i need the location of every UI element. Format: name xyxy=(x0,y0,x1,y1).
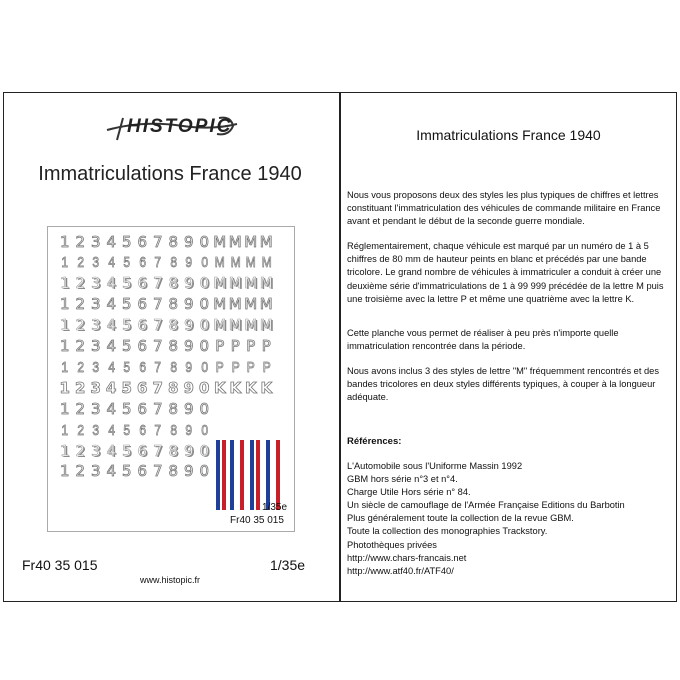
decal-glyph: M xyxy=(244,232,258,251)
decal-glyph: 3 xyxy=(90,462,101,481)
decal-glyph: 5 xyxy=(123,358,131,376)
decal-glyph: 0 xyxy=(199,316,210,335)
decal-glyph: 4 xyxy=(106,295,117,314)
decal-glyph: M xyxy=(261,254,272,272)
decal-glyph: 0 xyxy=(199,441,210,460)
sheet-scale: 1/35e xyxy=(262,502,288,513)
decal-glyph: K xyxy=(213,378,226,397)
sheet-reference: Fr40 35 015 xyxy=(230,515,284,526)
decal-glyph: 3 xyxy=(92,254,100,272)
reference-item: GBM hors série n°3 et n°4. xyxy=(347,474,458,485)
decal-glyph: 7 xyxy=(154,358,162,376)
reference-item: Charge Utile Hors série n° 84. xyxy=(347,487,471,498)
decal-glyph: 1 xyxy=(61,254,69,272)
decal-glyph: 9 xyxy=(183,274,194,293)
decal-glyph: 6 xyxy=(137,274,148,293)
decal-glyph: 6 xyxy=(137,441,148,460)
decal-glyph: M xyxy=(213,295,227,314)
decal-glyph: M xyxy=(230,254,241,272)
decal-glyph: 3 xyxy=(90,316,101,335)
decal-glyph: 0 xyxy=(199,274,210,293)
decal-glyph: 7 xyxy=(152,316,163,335)
decal-row xyxy=(57,380,274,396)
decal-glyph: 6 xyxy=(137,399,148,418)
decal-glyph: 9 xyxy=(183,378,194,397)
decal-glyph: 4 xyxy=(106,462,117,481)
decal-glyph: 1 xyxy=(59,295,70,314)
website-link[interactable]: www.histopic.fr xyxy=(139,575,201,585)
decal-glyph: 1 xyxy=(59,232,70,251)
decal-glyph: M xyxy=(228,274,242,293)
tricolor-strip-1 xyxy=(216,440,220,510)
decal-glyph: 2 xyxy=(75,232,86,251)
decal-glyph: K xyxy=(244,378,257,397)
decal-glyph: 8 xyxy=(169,254,177,272)
decal-glyph: 5 xyxy=(121,295,132,314)
decal-glyph: 3 xyxy=(90,378,101,397)
decal-glyph: 9 xyxy=(183,232,194,251)
decal-glyph: 2 xyxy=(75,295,86,314)
decal-glyph: 8 xyxy=(169,421,177,439)
decal-row xyxy=(57,276,274,292)
decal-glyph: 0 xyxy=(199,399,210,418)
paragraph-usage: Cette planche vous permet de réaliser à peu près n'importe quelle immatriculation rencontrée dans la période. xyxy=(347,328,619,352)
decal-glyph: 1 xyxy=(59,441,70,460)
decal-row xyxy=(57,443,212,459)
decal-glyph: 8 xyxy=(168,462,179,481)
decal-glyph: 1 xyxy=(61,358,69,376)
tricolor-strip-6 xyxy=(256,440,260,510)
reference-item: Toute la collection des monographies Trackstory. xyxy=(347,526,548,537)
decal-glyph: P xyxy=(246,337,256,355)
decal-glyph: 6 xyxy=(137,378,148,397)
decal-row xyxy=(57,255,274,271)
decal-glyph: M xyxy=(213,274,227,293)
decal-glyph: 4 xyxy=(106,378,117,397)
decal-row xyxy=(57,297,274,313)
decal-glyph: 3 xyxy=(90,274,101,293)
decal-glyph: 9 xyxy=(183,337,194,355)
decal-glyph: 7 xyxy=(152,399,163,418)
decal-row xyxy=(57,422,212,438)
decal-glyph: 7 xyxy=(152,274,163,293)
decal-glyph: 5 xyxy=(121,316,132,335)
decal-glyph: K xyxy=(229,378,242,397)
decal-glyph: 9 xyxy=(183,441,194,460)
decal-glyph: 6 xyxy=(138,358,146,376)
paragraph-regulation: Réglementairement, chaque véhicule est marqué par un numéro de 1 à 5 chiffres de 80 mm de hauteur peints en blanc et précédés par une bande tricolore. Le grand nombre de véhicules à immatriculer a conduit à créer une deuxième série d'immatriculations de 1 à 99 999 précédée de la lettre M puis une troisième avec la lettre P et même une quatrième avec la lettre K. xyxy=(347,241,664,304)
decal-glyph: M xyxy=(213,232,227,251)
decal-glyph: P xyxy=(246,358,255,376)
decal-glyph: 5 xyxy=(121,399,132,418)
decal-glyph: P xyxy=(230,337,240,355)
decal-glyph: 0 xyxy=(199,295,210,314)
decal-glyph: 3 xyxy=(90,337,101,355)
decal-row xyxy=(57,401,212,417)
decal-glyph: 7 xyxy=(152,462,163,481)
decal-glyph: 8 xyxy=(168,441,179,460)
decal-glyph: 1 xyxy=(59,316,70,335)
decal-glyph: M xyxy=(214,254,225,272)
decal-glyph: 0 xyxy=(199,232,210,251)
tricolor-strip-4 xyxy=(240,440,244,510)
decal-glyph: 7 xyxy=(154,254,162,272)
paragraph-intro: Nous vous proposons deux des styles les plus typiques de chiffres et lettres constituant l'immatriculation des véhicules de commande militaire en France avant et pendant le début de la seconde guerre mondiale. xyxy=(347,190,661,227)
decal-row xyxy=(57,318,274,334)
decal-glyph: P xyxy=(231,358,240,376)
reference-item: Plus généralement toute la collection de la revue GBM. xyxy=(347,513,574,524)
references-list xyxy=(347,460,667,578)
decal-glyph: 2 xyxy=(75,378,86,397)
decal-glyph: 2 xyxy=(75,337,86,355)
decal-glyph: 9 xyxy=(185,254,193,272)
decal-glyph: 8 xyxy=(168,232,179,251)
decal-glyph: 0 xyxy=(200,421,208,439)
decal-glyph: 0 xyxy=(200,254,208,272)
decal-glyph: 5 xyxy=(121,274,132,293)
decal-glyph: 3 xyxy=(92,358,100,376)
decal-glyph: P xyxy=(215,337,225,355)
decal-glyph: 7 xyxy=(152,441,163,460)
decal-row xyxy=(57,234,274,250)
logo-text: HISTOPIC xyxy=(127,116,233,137)
decal-glyph: 2 xyxy=(76,421,84,439)
decal-glyph: 4 xyxy=(106,232,117,251)
decal-glyph: 6 xyxy=(137,232,148,251)
product-scale: 1/35e xyxy=(270,557,306,573)
decal-glyph: 5 xyxy=(121,232,132,251)
decal-glyph: 9 xyxy=(183,295,194,314)
decal-glyph: 2 xyxy=(75,316,86,335)
description-title: Immatriculations France 1940 xyxy=(416,127,601,143)
decal-glyph: M xyxy=(259,232,273,251)
decal-glyph: M xyxy=(228,316,242,335)
decal-glyph: P xyxy=(262,358,271,376)
decal-glyph: 8 xyxy=(168,295,179,314)
decal-glyph: 0 xyxy=(200,358,208,376)
reference-item: Photothèques privées xyxy=(347,539,437,550)
decal-glyph: 9 xyxy=(185,421,193,439)
decal-glyph: 5 xyxy=(121,441,132,460)
decal-glyph: M xyxy=(228,232,242,251)
decal-glyph: 2 xyxy=(76,358,84,376)
decal-glyph: 2 xyxy=(75,441,86,460)
tricolor-strip-3 xyxy=(230,440,234,510)
decal-glyph: 8 xyxy=(168,274,179,293)
decal-glyph: P xyxy=(215,358,224,376)
decal-glyph: 3 xyxy=(90,441,101,460)
decal-glyph: 9 xyxy=(185,358,193,376)
decal-glyph: 4 xyxy=(106,274,117,293)
tricolor-strip-8 xyxy=(276,440,280,510)
decal-glyph: M xyxy=(244,316,258,335)
decal-glyph: 4 xyxy=(106,337,117,355)
decal-glyph: M xyxy=(244,274,258,293)
decal-glyph: 6 xyxy=(137,316,148,335)
decal-glyph: 7 xyxy=(152,295,163,314)
decal-glyph: 2 xyxy=(76,254,84,272)
reference-link[interactable]: http://www.atf40.fr/ATF40/ xyxy=(347,565,454,576)
reference-link[interactable]: http://www.chars-francais.net xyxy=(347,552,467,563)
decal-glyph: 6 xyxy=(138,421,146,439)
tricolor-strip-5 xyxy=(250,440,254,510)
decal-glyph: 8 xyxy=(168,378,179,397)
decal-glyph: 8 xyxy=(168,399,179,418)
decal-glyph: 5 xyxy=(123,421,131,439)
decal-glyph: 4 xyxy=(107,254,115,272)
decal-glyph: 5 xyxy=(121,462,132,481)
decal-glyph: 2 xyxy=(75,399,86,418)
decal-glyph: 5 xyxy=(121,378,132,397)
decal-glyph: 2 xyxy=(75,274,86,293)
decal-glyph: 1 xyxy=(59,378,70,397)
decal-glyph: 0 xyxy=(199,462,210,481)
decal-row xyxy=(57,339,274,355)
decal-glyph: 0 xyxy=(199,378,210,397)
decal-glyph: 2 xyxy=(75,462,86,481)
decal-glyph: P xyxy=(261,337,271,355)
decal-glyph: 3 xyxy=(90,399,101,418)
decal-glyph: M xyxy=(245,254,256,272)
decal-glyph: 3 xyxy=(90,232,101,251)
tricolor-strip-7 xyxy=(266,440,270,510)
decal-glyph: 7 xyxy=(152,337,163,355)
decal-glyph: 4 xyxy=(106,441,117,460)
product-reference: Fr40 35 015 xyxy=(22,557,98,573)
decal-glyph: M xyxy=(213,316,227,335)
decal-glyph: 6 xyxy=(137,462,148,481)
decal-glyph: 8 xyxy=(168,337,179,355)
decal-glyph: 1 xyxy=(61,421,69,439)
decal-glyph: 1 xyxy=(59,462,70,481)
decal-glyph: M xyxy=(228,295,242,314)
decal-glyph: 5 xyxy=(123,254,131,272)
decal-glyph: 4 xyxy=(107,421,115,439)
decal-row xyxy=(57,464,212,480)
decal-glyph: 9 xyxy=(183,316,194,335)
decal-glyph: M xyxy=(244,295,258,314)
decal-glyph: M xyxy=(259,274,273,293)
decal-glyph: 3 xyxy=(90,295,101,314)
tricolor-strip-2 xyxy=(222,440,226,510)
decal-glyph: M xyxy=(259,295,273,314)
decal-glyph: 7 xyxy=(154,421,162,439)
reference-item: Un siècle de camouflage de l'Armée Française Editions du Barbotin xyxy=(347,500,625,511)
decal-glyph: K xyxy=(260,378,273,397)
decal-glyph: 3 xyxy=(92,421,100,439)
decal-row xyxy=(57,359,274,375)
reference-item: L'Automobile sous l'Uniforme Massin 1992 xyxy=(347,461,523,471)
decal-glyph: 4 xyxy=(107,358,115,376)
decal-glyph: 8 xyxy=(168,316,179,335)
decal-glyph: 9 xyxy=(183,462,194,481)
decal-glyph: 8 xyxy=(169,358,177,376)
decal-glyph: M xyxy=(259,316,273,335)
decal-glyph: 9 xyxy=(183,399,194,418)
decal-glyph: 4 xyxy=(106,316,117,335)
decal-glyph: 1 xyxy=(59,274,70,293)
decal-glyph: 6 xyxy=(138,254,146,272)
decal-glyph: 4 xyxy=(106,399,117,418)
decal-glyph: 1 xyxy=(59,337,70,355)
page-title: Immatriculations France 1940 xyxy=(38,163,302,185)
decal-glyph: 6 xyxy=(137,337,148,355)
references-heading: Références: xyxy=(347,436,402,447)
decal-glyph: 0 xyxy=(199,337,210,355)
decal-glyph: 1 xyxy=(59,399,70,418)
decal-glyph: 7 xyxy=(152,232,163,251)
decal-glyph: 6 xyxy=(137,295,148,314)
decal-glyph: 7 xyxy=(152,378,163,397)
decal-glyph: 5 xyxy=(121,337,132,355)
paragraph-styles: Nous avons inclus 3 des styles de lettre "M" fréquemment rencontrés et des bandes tricolores en deux styles différents typiques, à couper à la longueur adéquate. xyxy=(347,366,659,403)
